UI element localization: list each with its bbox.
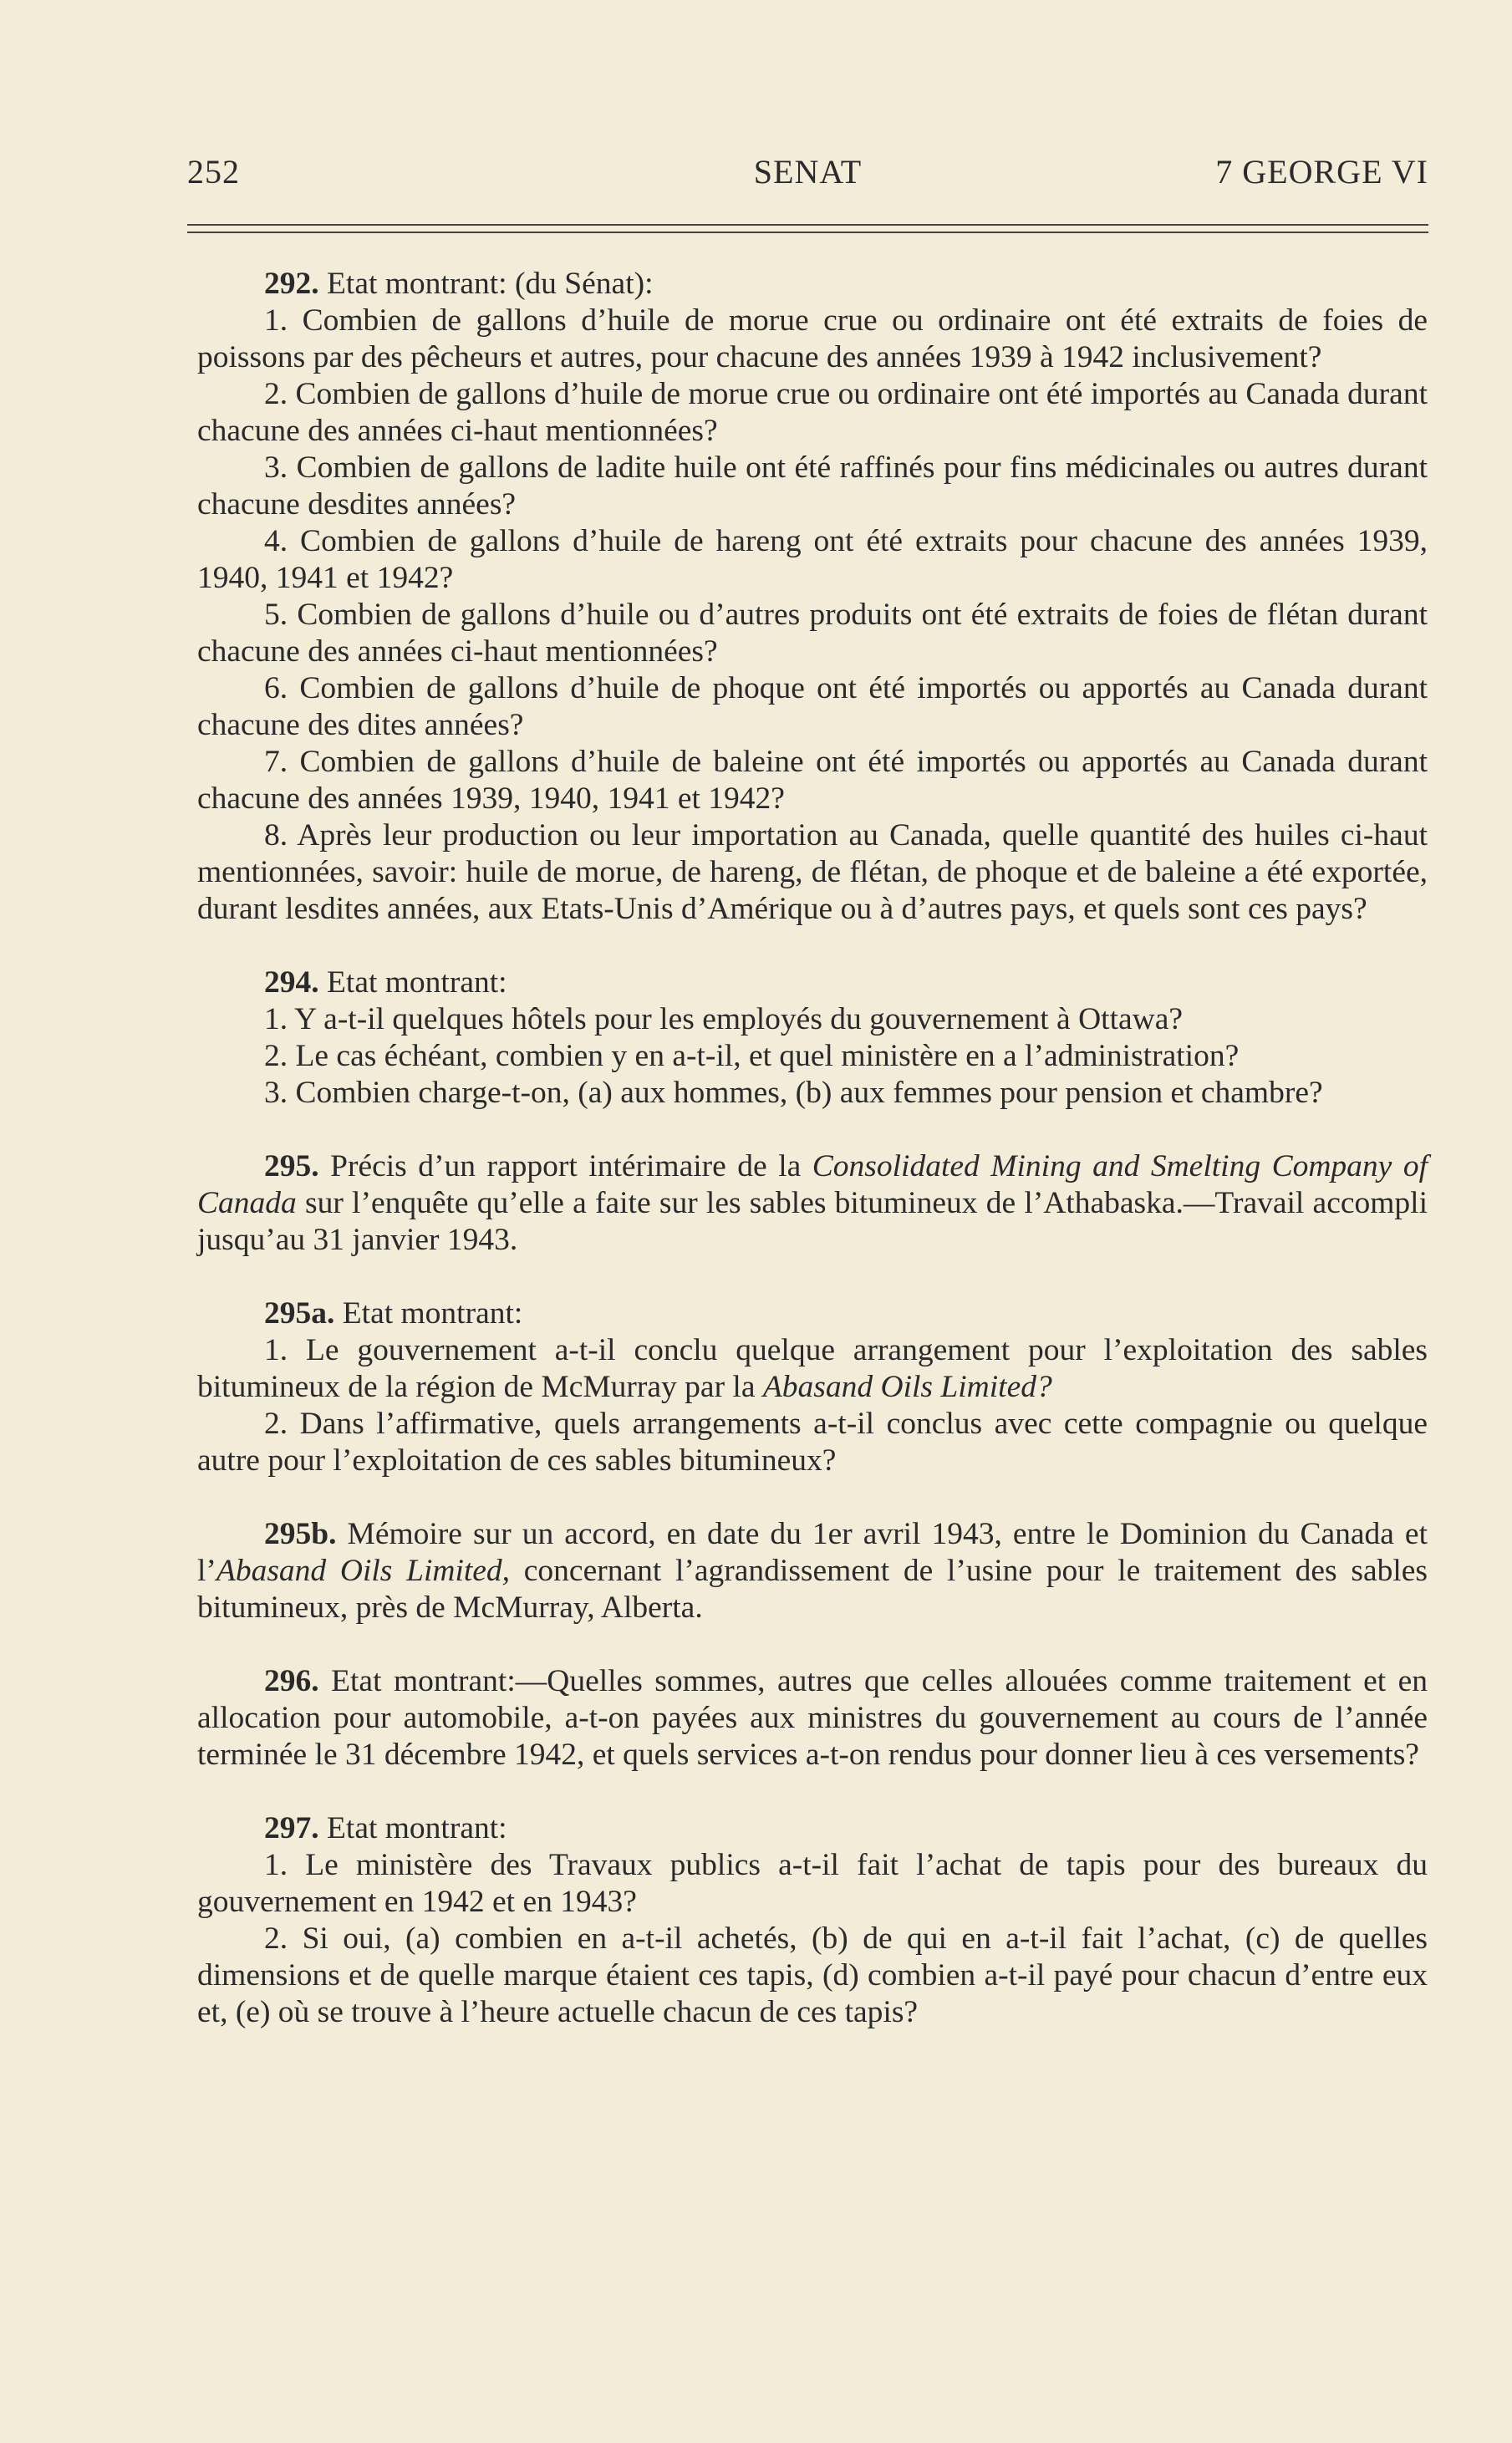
item-297 (197, 1810, 1428, 2031)
question: 1. Y a-t-il quelques hôtels pour les employés du gouvernement à Ottawa? (264, 1002, 1183, 1036)
item-number: 295b. (264, 1517, 337, 1551)
item-heading (197, 964, 1428, 1001)
question: 4. Combien de gallons d’huile de hareng ont été extraits pour chacune des années 1939, 1940, 1941 et 1942? (197, 524, 1428, 595)
item-text: Précis d’un rapport intérimaire de la (330, 1149, 802, 1183)
page-header (187, 152, 1428, 202)
item-296 (197, 1663, 1428, 1774)
item-paragraph (197, 1663, 1428, 1774)
question: 8. Après leur production ou leur importation au Canada, quelle quantité des huiles ci-haut mentionnées, savoir: huile de morue, de hareng, de flétan, de phoque et de baleine a été exportée, durant lesdites années, aux Etats-Unis d’Amérique ou à d’autres pays, et quels sont ces pays? (197, 818, 1428, 926)
session-label: 7 GEORGE VI (1215, 153, 1428, 191)
company-name: Consolidated Mining and Smelting Company of Canada (197, 1149, 1428, 1220)
question (197, 1332, 1428, 1406)
item-heading (197, 1295, 1428, 1332)
running-title: SENAT (753, 153, 863, 191)
question: 7. Combien de gallons d’huile de baleine ont été importés ou apportés au Canada durant chacune des années 1939, 1940, 1941 et 1942? (197, 745, 1428, 816)
question: 3. Combien charge-t-on, (a) aux hommes, (b) aux femmes pour pension et chambre? (264, 1076, 1323, 1110)
item-number: 296. (264, 1664, 319, 1698)
item-number: 297. (264, 1811, 319, 1845)
header-rule-bottom (187, 232, 1428, 233)
question: 2. Dans l’affirmative, quels arrangements a-t-il conclus avec cette compagnie ou quelque autre pour l’exploitation de ces sables bitumineux? (197, 1407, 1428, 1478)
question: 1. Combien de gallons d’huile de morue crue ou ordinaire ont été extraits de foies de poissons par des pêcheurs et autres, pour chacune des années 1939 à 1942 inclusivement? (197, 303, 1428, 374)
item-text: Mémoire sur un accord, en date du 1er avril 1943, entre le Dominion du Canada et l’ (197, 1517, 1428, 1588)
question-text: 1. Le gouvernement a-t-il conclu quelque arrangement pour l’exploitation des sables bitumineux de la région de McMurray par la (197, 1333, 1428, 1404)
question: 2. Combien de gallons d’huile de morue crue ou ordinaire ont été importés au Canada durant chacune des années ci-haut mentionnées? (197, 377, 1428, 448)
item-number: 295a. (264, 1296, 335, 1331)
item-295 (197, 1148, 1428, 1259)
item-number: 292. (264, 267, 319, 301)
item-text: Etat montrant:—Quelles sommes, autres que celles allouées comme traitement et en allocation pour automobile, a-t-on payées aux ministres du gouvernement au cours de l’année terminée le 31 décembre 1942, et quels services a-t-on rendus pour donner lieu à ces versements? (197, 1664, 1428, 1772)
question: 5. Combien de gallons d’huile ou d’autres produits ont été extraits de foies de flétan durant chacune des années ci-haut mentionnées? (197, 598, 1428, 669)
item-number: 295. (264, 1149, 319, 1183)
page-body (197, 266, 1428, 2031)
item-295b (197, 1516, 1428, 1626)
item-title: Etat montrant: (du Sénat): (327, 267, 654, 301)
item-heading (197, 1810, 1428, 1847)
question: 1. Le ministère des Travaux publics a-t-il fait l’achat de tapis pour des bureaux du gouvernement en 1942 et en 1943? (197, 1848, 1428, 1919)
item-heading (197, 266, 1428, 303)
item-text: concernant l’agrandissement de l’usine pour le traitement des sables bitumineux, près de McMurray, Alberta. (197, 1554, 1428, 1625)
header-rule-top (187, 224, 1428, 226)
company-name: Abasand Oils Limited, (216, 1554, 511, 1588)
item-paragraph (197, 1516, 1428, 1626)
item-294 (197, 964, 1428, 1112)
question: 2. Si oui, (a) combien en a-t-il achetés, (b) de qui en a-t-il fait l’achat, (c) de quelles dimensions et de quelle marque étaient ces tapis, (d) combien a-t-il payé pour chacun d’entre eux et, (e) où se trouve à l’heure actuelle chacun de ces tapis? (197, 1921, 1428, 2029)
item-title: Etat montrant: (327, 1811, 507, 1845)
item-295a (197, 1295, 1428, 1479)
question: 2. Le cas échéant, combien y en a-t-il, et quel ministère en a l’administration? (264, 1039, 1240, 1073)
page-number: 252 (187, 153, 240, 191)
item-title: Etat montrant: (342, 1296, 523, 1331)
item-title: Etat montrant: (327, 965, 507, 1000)
question: 3. Combien de gallons de ladite huile ont été raffinés pour fins médicinales ou autres durant chacune desdites années? (197, 450, 1428, 522)
item-number: 294. (264, 965, 319, 1000)
question: 6. Combien de gallons d’huile de phoque ont été importés ou apportés au Canada durant chacune des dites années? (197, 671, 1428, 742)
item-292 (197, 266, 1428, 928)
item-text: sur l’enquête qu’elle a faite sur les sables bitumineux de l’Athabaska.—Travail accompli jusqu’au 31 janvier 1943. (197, 1186, 1428, 1257)
item-paragraph (197, 1148, 1428, 1259)
company-name: Abasand Oils Limited? (762, 1370, 1052, 1404)
